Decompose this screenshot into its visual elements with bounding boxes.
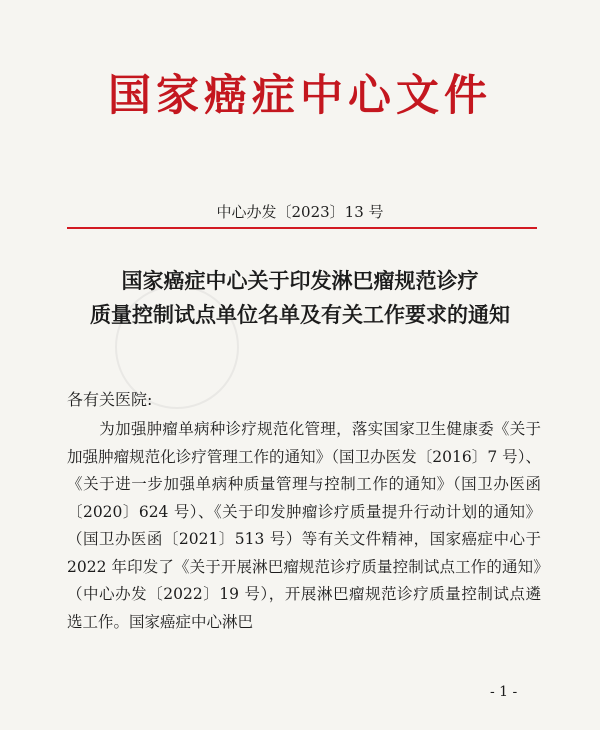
body-paragraph-text: 为加强肿瘤单病种诊疗规范化管理，落实国家卫生健康委《关于加强肿瘤规范化诊疗管理工作的通知》（国卫办医发〔2016〕7 号）、《关于进一步加强单病种质量管理与控制工作的通知》（国卫办医函〔2020〕624 号）、《关于印发肿瘤诊疗质量提升行动计划的通知》（国卫办医函〔2021〕513 号）等有关文件精神，国家癌症中心于 2022 年印发了《关于开展淋巴瘤规范诊疗质量控制试点工作的通知》（中心办发〔2022〕19 号），开展淋巴瘤规范诊疗质量控制试点遴选工作。国家癌症中心淋巴 (67, 420, 541, 631)
title-line-2: 质量控制试点单位名单及有关工作要求的通知 (90, 303, 510, 327)
title-line-1: 国家癌症中心关于印发淋巴瘤规范诊疗 (121, 269, 479, 293)
document-masthead: 国家癌症中心文件 (108, 71, 492, 121)
salutation: 各有关医院: (67, 390, 153, 409)
page-number: - 1 - (490, 684, 518, 700)
document-number: 中心办发〔2023〕13 号 (216, 203, 384, 221)
document-title (40, 264, 560, 332)
body-paragraph (67, 416, 541, 636)
red-separator-line (67, 227, 537, 229)
